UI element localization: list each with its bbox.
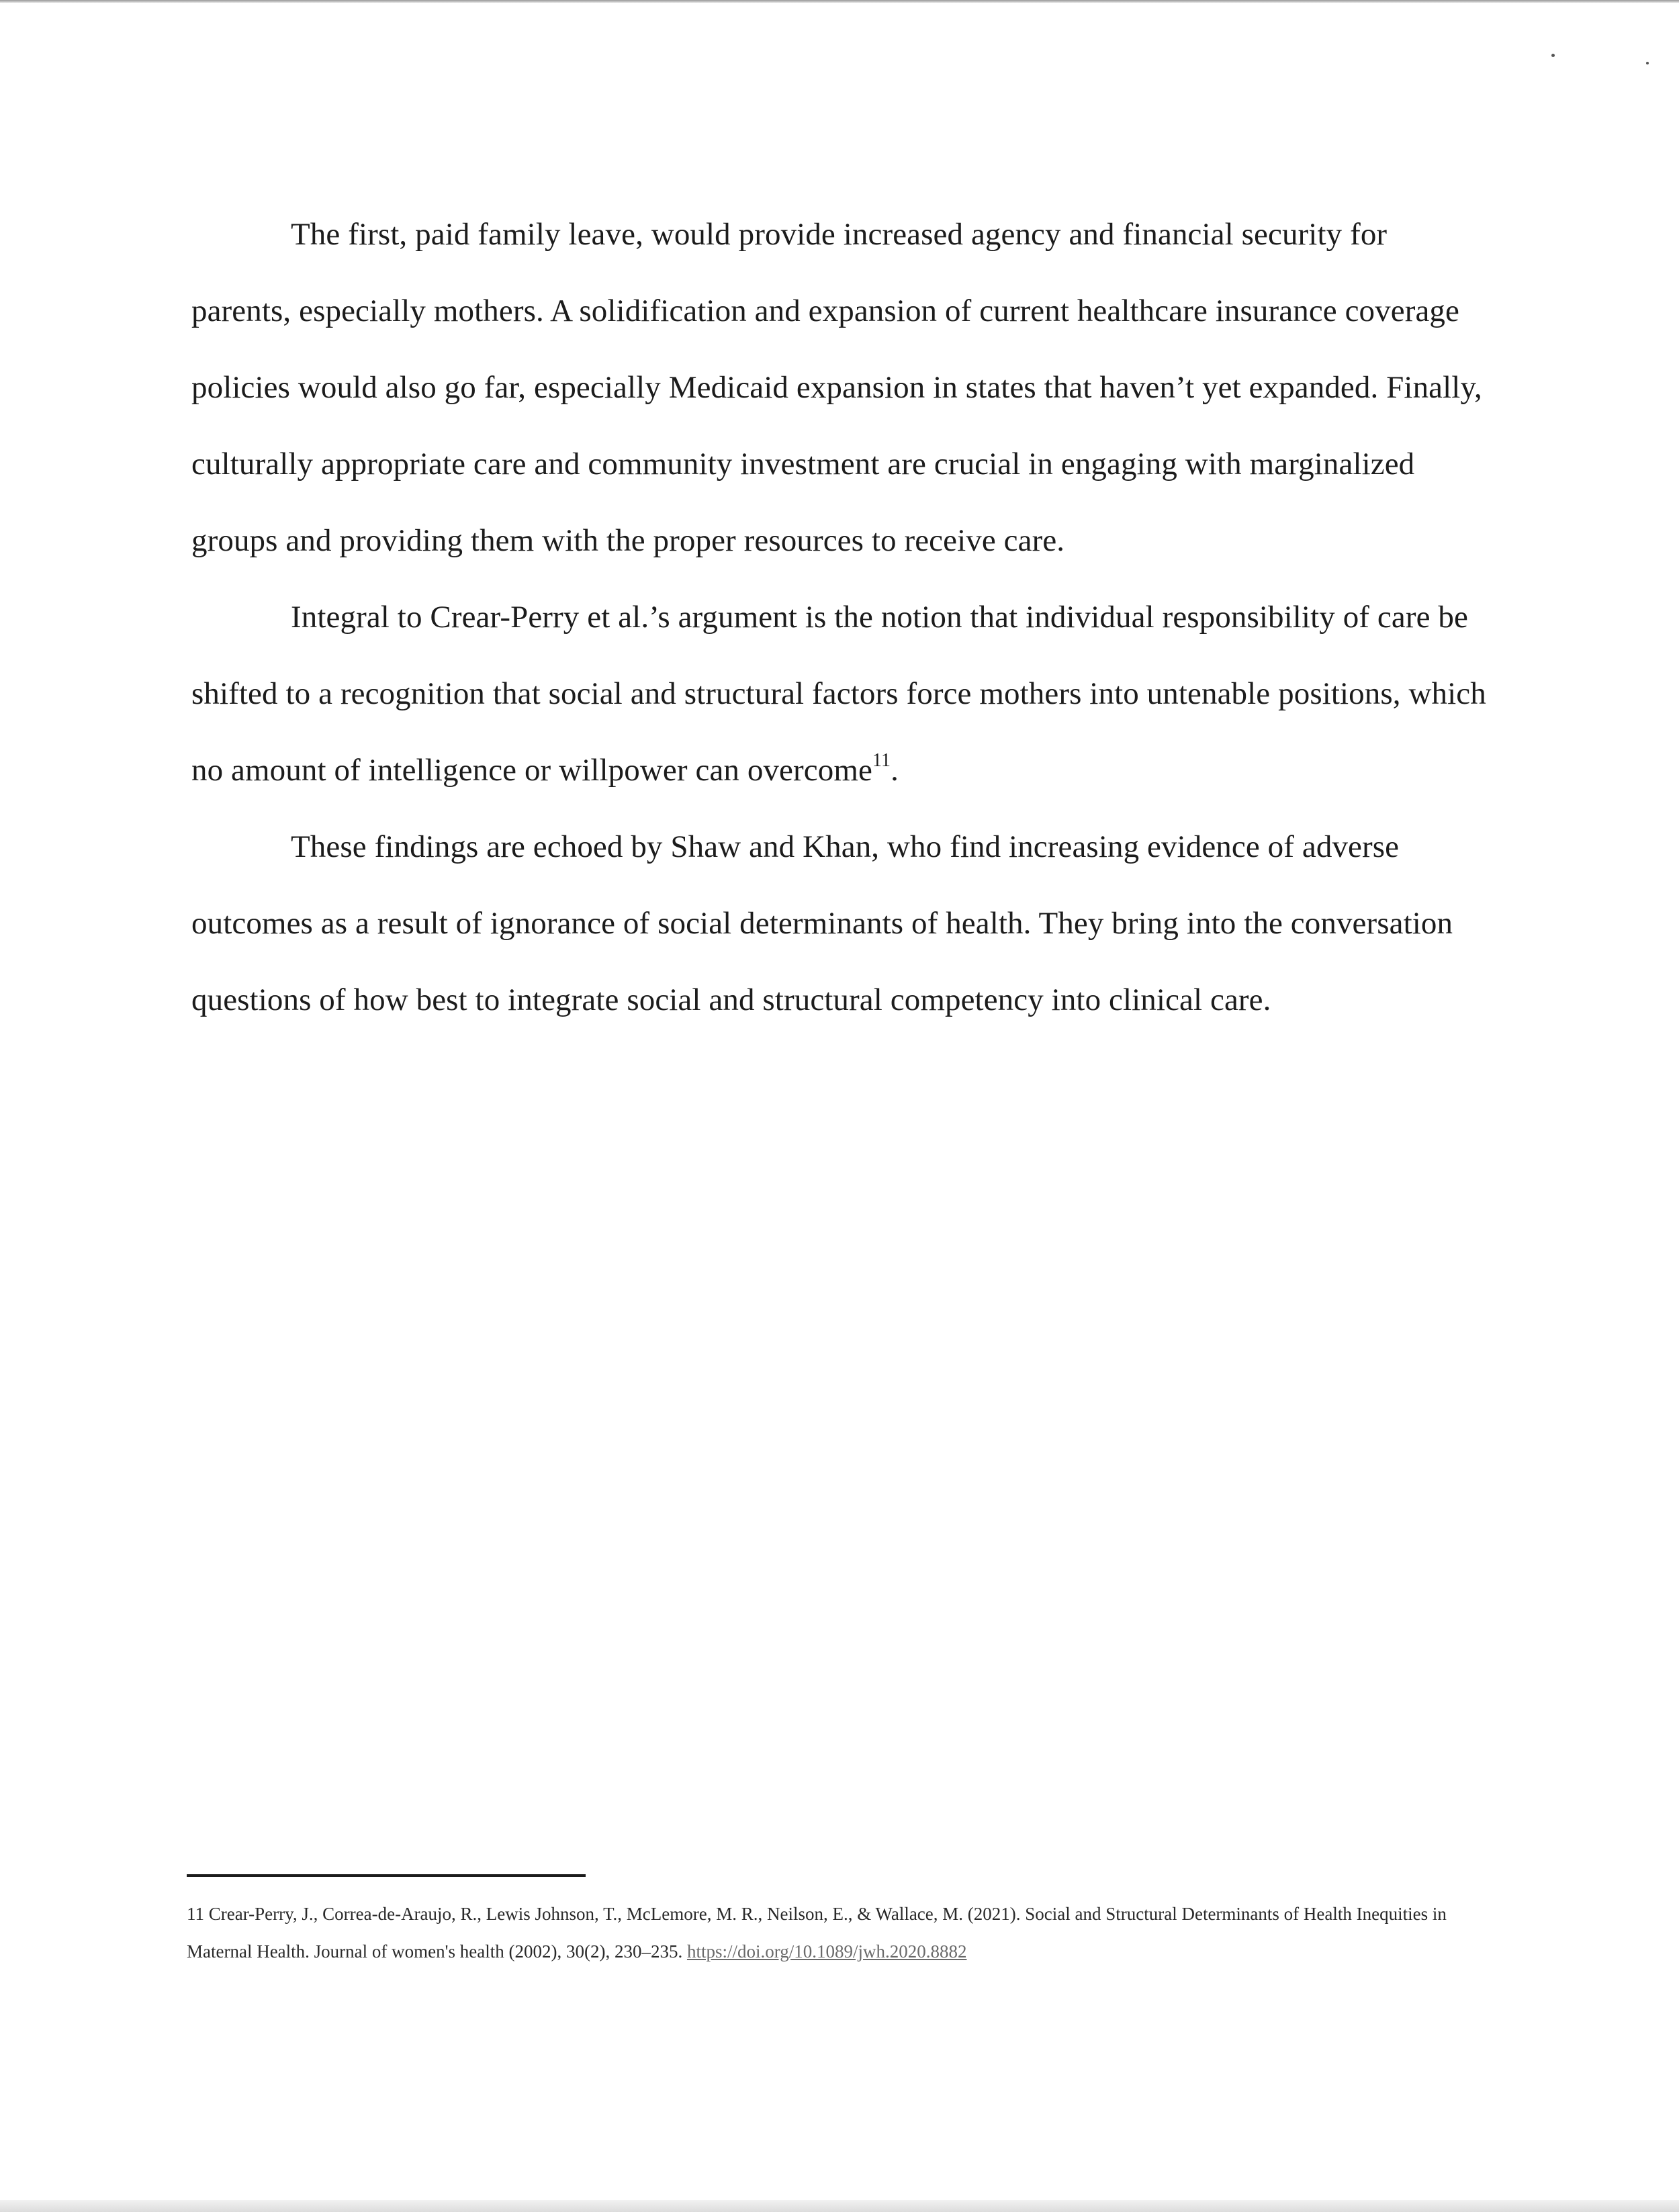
paragraph-text: Integral to Crear-Perry et al.’s argument is the notion that individual responsibility of care be shifted to a recognition that social and structural factors force mothers into untenable positions, which no amount of intelligence or willpower can overcome (191, 600, 1486, 788)
paragraph-policy-recommendations (191, 196, 1494, 579)
paragraph-text: These findings are echoed by Shaw and Khan, who find increasing evidence of adverse outcomes as a result of ignorance of social determinants of health. They bring into the conversation questions of how best to integrate social and structural competency into clinical care. (191, 829, 1453, 1017)
paragraph-crear-perry-argument (191, 579, 1494, 809)
footnote-doi-link[interactable]: https://doi.org/10.1089/jwh.2020.8882 (686, 1941, 967, 1962)
footnote (187, 1895, 1476, 1970)
footnote-reference[interactable]: 11 (872, 750, 891, 772)
scan-speck (1551, 54, 1555, 57)
scan-edge-bottom (0, 2200, 1679, 2212)
footnote-separator (187, 1874, 586, 1877)
paragraph-end-punctuation: . (891, 753, 899, 788)
paragraph-shaw-khan-findings (191, 809, 1494, 1038)
footnote-citation: Crear-Perry, J., Correa-de-Araujo, R., Lewis Johnson, T., McLemore, M. R., Neilson, E., & Wallace, M. (2021). Social and Structural Determinants of Health Inequities in Maternal Health. Journal of women's health (2002), 30(2), 230–235. (187, 1904, 1447, 1962)
scan-edge-top (0, 0, 1679, 3)
document-body (191, 196, 1494, 1038)
scan-speck (1646, 62, 1649, 64)
paragraph-text: The first, paid family leave, would provide increased agency and financial security for parents, especially mothers. A solidification and expansion of current healthcare insurance coverage policies would also go far, especially Medicaid expansion in states that haven’t yet expanded. Finally, culturally appropriate care and community investment are crucial in engaging with marginalized groups and providing them with the proper resources to receive care. (191, 217, 1482, 558)
footnote-number: 11 (187, 1904, 204, 1924)
